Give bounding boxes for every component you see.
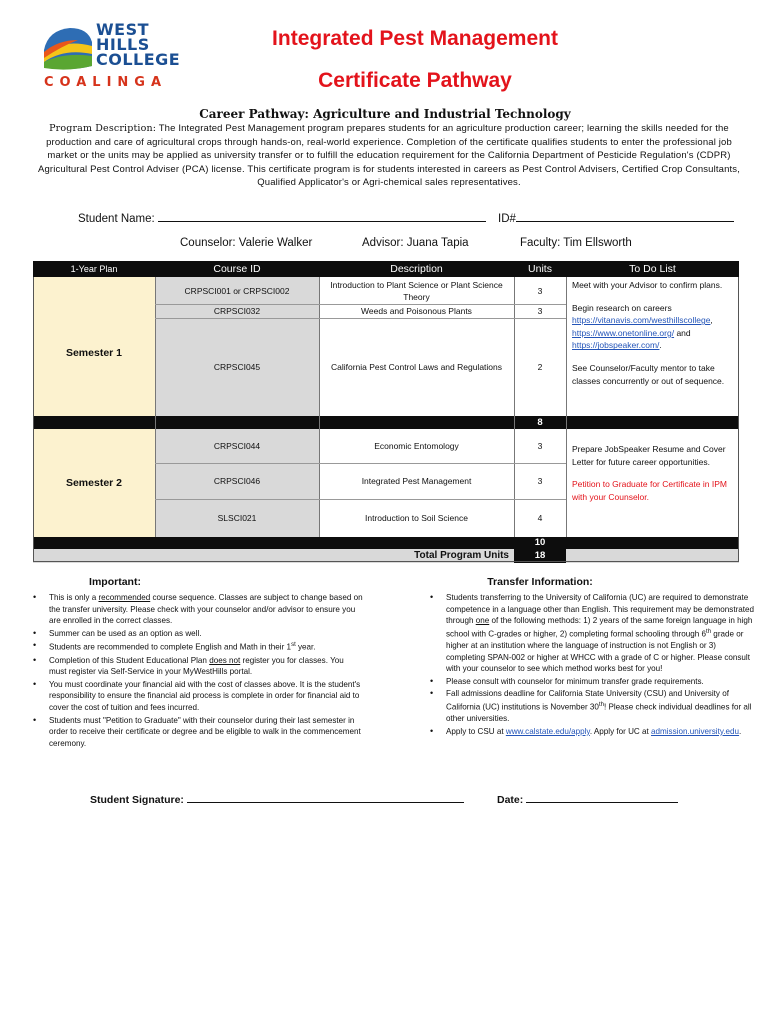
header-plan: 1-Year Plan	[33, 261, 155, 277]
table-divider	[155, 318, 566, 319]
header-units: Units	[514, 261, 566, 277]
vitanavis-link[interactable]: https://vitanavis.com/westhillscollege	[572, 315, 711, 326]
todo-item: Meet with your Advisor to confirm plans.	[572, 280, 723, 290]
table-divider	[514, 277, 515, 537]
table-row-units: 3	[537, 441, 543, 451]
list-item: • Completion of this Student Educational Plan does not register you for classes. You must register via Self-Service in your MyWestHills portal.	[33, 655, 363, 678]
total-program-units: 18	[514, 549, 566, 563]
table-divider	[155, 499, 566, 500]
college-logo-icon	[42, 26, 94, 72]
list-item: • Students transferring to the University of California (UC) are required to demonstrate competence in a language other than English. This requirement may be demonstrated through one of the following methods: 1) 2 years of the same foreign language in high school with C-grades or higher, 2) completing formal schooling through 6th grade or higher at an institution where the language of instruction is not English or 3) completing SPAN-002 or higher at WHCC with a grade of C or higher. Please consult with your counselor to see which method works best for you!	[430, 592, 755, 675]
program-description-text: The Integrated Pest Management program prepares students for an agriculture production career; learning the skills needed for the production and care of agricultural crops through hands-on, real-world experience. Completion of the certificate qualifies students to enter the professional job market or the units may be applied as university transfer or to fulfill the education requirement for the California Department of Pesticide Regulation's (CDPR) Agricultural Pest Control Adviser (PCA) license. This certificate program is for students interested in careers as Pest Control Advisers, Certified Crop Consultants, Qualified Applicator's or Agri-chemical sales representatives.	[38, 123, 740, 189]
list-item: • Fall admissions deadline for California State University (CSU) and University of California (UC) institutions is November 30th! Please check individual deadlines for all other universities.	[430, 688, 755, 724]
todo-item: Prepare JobSpeaker Resume and Cover Letter for future career opportunities.	[572, 444, 726, 467]
faculty-name: Faculty: Tim Ellsworth	[520, 237, 632, 249]
total-program-units-label: Total Program Units	[414, 550, 509, 561]
logo-wordmark: WEST HILLS COLLEGE	[96, 20, 181, 69]
table-row-description: Economic Entomology	[374, 441, 459, 451]
table-row-description: Integrated Pest Management	[361, 476, 472, 486]
table-row-units: 2	[537, 362, 543, 372]
table-divider	[319, 277, 320, 537]
table-row-description: California Pest Control Laws and Regulations	[330, 362, 503, 372]
advisor-name: Advisor: Juana Tapia	[362, 237, 469, 249]
semester-2-label: Semester 2	[33, 429, 155, 537]
header-description: Description	[319, 261, 514, 277]
transfer-heading: Transfer Information:	[487, 576, 593, 588]
course-plan-table	[33, 261, 739, 563]
onetonline-link[interactable]: https://www.onetonline.org/	[572, 327, 675, 338]
list-item: • Please consult with counselor for minimum transfer grade requirements.	[430, 676, 755, 688]
table-row-course: CRPSCI032	[155, 304, 319, 318]
student-name-field[interactable]: Student Name:	[78, 212, 486, 225]
table-divider	[155, 277, 156, 537]
uc-admission-link[interactable]: admission.university.edu	[651, 726, 740, 736]
student-id-field[interactable]: ID#	[498, 212, 734, 225]
todo-item: Begin research on careers https://vitanavis.com/westhillscollege, https://www.onetonline.org/ and https://jobspeaker.com/.	[572, 302, 713, 351]
table-row-units: 3	[537, 306, 543, 316]
table-divider	[155, 463, 566, 464]
important-heading: Important:	[89, 576, 141, 588]
todo-item: Petition to Graduate for Certificate in IPM with your Counselor.	[572, 479, 727, 502]
list-item: • Students must "Petition to Graduate" with their counselor during their last semester in order to receive their certificate or degree and be eligible to walk in the commencement ceremony.	[33, 715, 363, 750]
table-row-course: CRPSCI045	[155, 318, 319, 416]
table-row-course: CRPSCI044	[155, 429, 319, 463]
header-todo: To Do List	[566, 261, 739, 277]
transfer-list	[430, 592, 755, 739]
program-description-label: Program Description:	[49, 123, 157, 134]
table-row-description: Weeds and Poisonous Plants	[361, 306, 472, 316]
jobspeaker-link[interactable]: https://jobspeaker.com/	[572, 340, 660, 351]
program-description	[30, 122, 748, 190]
table-row-units: 4	[537, 513, 543, 523]
table-row-description: Introduction to Plant Science or Plant Science Theory	[330, 279, 503, 302]
list-item: • Summer can be used as an option as well.	[33, 628, 363, 640]
important-list	[33, 592, 363, 750]
table-row-description: Introduction to Soil Science	[364, 513, 468, 523]
table-row-course: SLSCI021	[155, 499, 319, 537]
list-item: • This is only a recommended course sequence. Classes are subject to change based on the transfer university. Please check with your counselor and/or advisor to ensure you are enrolled in the correct classes.	[33, 592, 363, 627]
table-divider	[155, 304, 566, 305]
career-pathway: Career Pathway: Agriculture and Industrial Technology	[199, 107, 571, 121]
date-field[interactable]: Date:	[497, 793, 678, 806]
semester-1-total-units: 8	[514, 416, 566, 429]
counselor-name: Counselor: Valerie Walker	[180, 237, 313, 249]
table-divider	[566, 277, 567, 537]
student-signature-field[interactable]: Student Signature:	[90, 793, 464, 806]
list-item: • Students are recommended to complete English and Math in their 1st year.	[33, 640, 363, 653]
table-row-course: CRPSCI001 or CRPSCI002	[155, 277, 319, 304]
semester-1-label: Semester 1	[33, 277, 155, 429]
header-course: Course ID	[155, 261, 319, 277]
calstate-link[interactable]: www.calstate.edu/apply	[505, 726, 590, 736]
list-item: • Apply to CSU at www.calstate.edu/apply. Apply for UC at admission.university.edu.	[430, 726, 755, 738]
table-row-course: CRPSCI046	[155, 463, 319, 499]
logo-city: COALINGA	[44, 75, 168, 90]
table-row-units: 3	[537, 476, 543, 486]
table-row-units: 3	[537, 285, 543, 296]
page-subtitle: Certificate Pathway	[318, 69, 512, 92]
semester-2-total-units: 10	[514, 537, 566, 549]
todo-item: See Counselor/Faculty mentor to take classes concurrently or out of sequence.	[572, 362, 725, 386]
list-item: • You must coordinate your financial aid with the cost of classes above. It is the student's responsibility to ensure the financial aid process is complete in order for financial aid to cover the cost of tuition and fees incurred.	[33, 679, 363, 714]
page-title: Integrated Pest Management	[272, 27, 558, 50]
table-border	[33, 277, 739, 562]
